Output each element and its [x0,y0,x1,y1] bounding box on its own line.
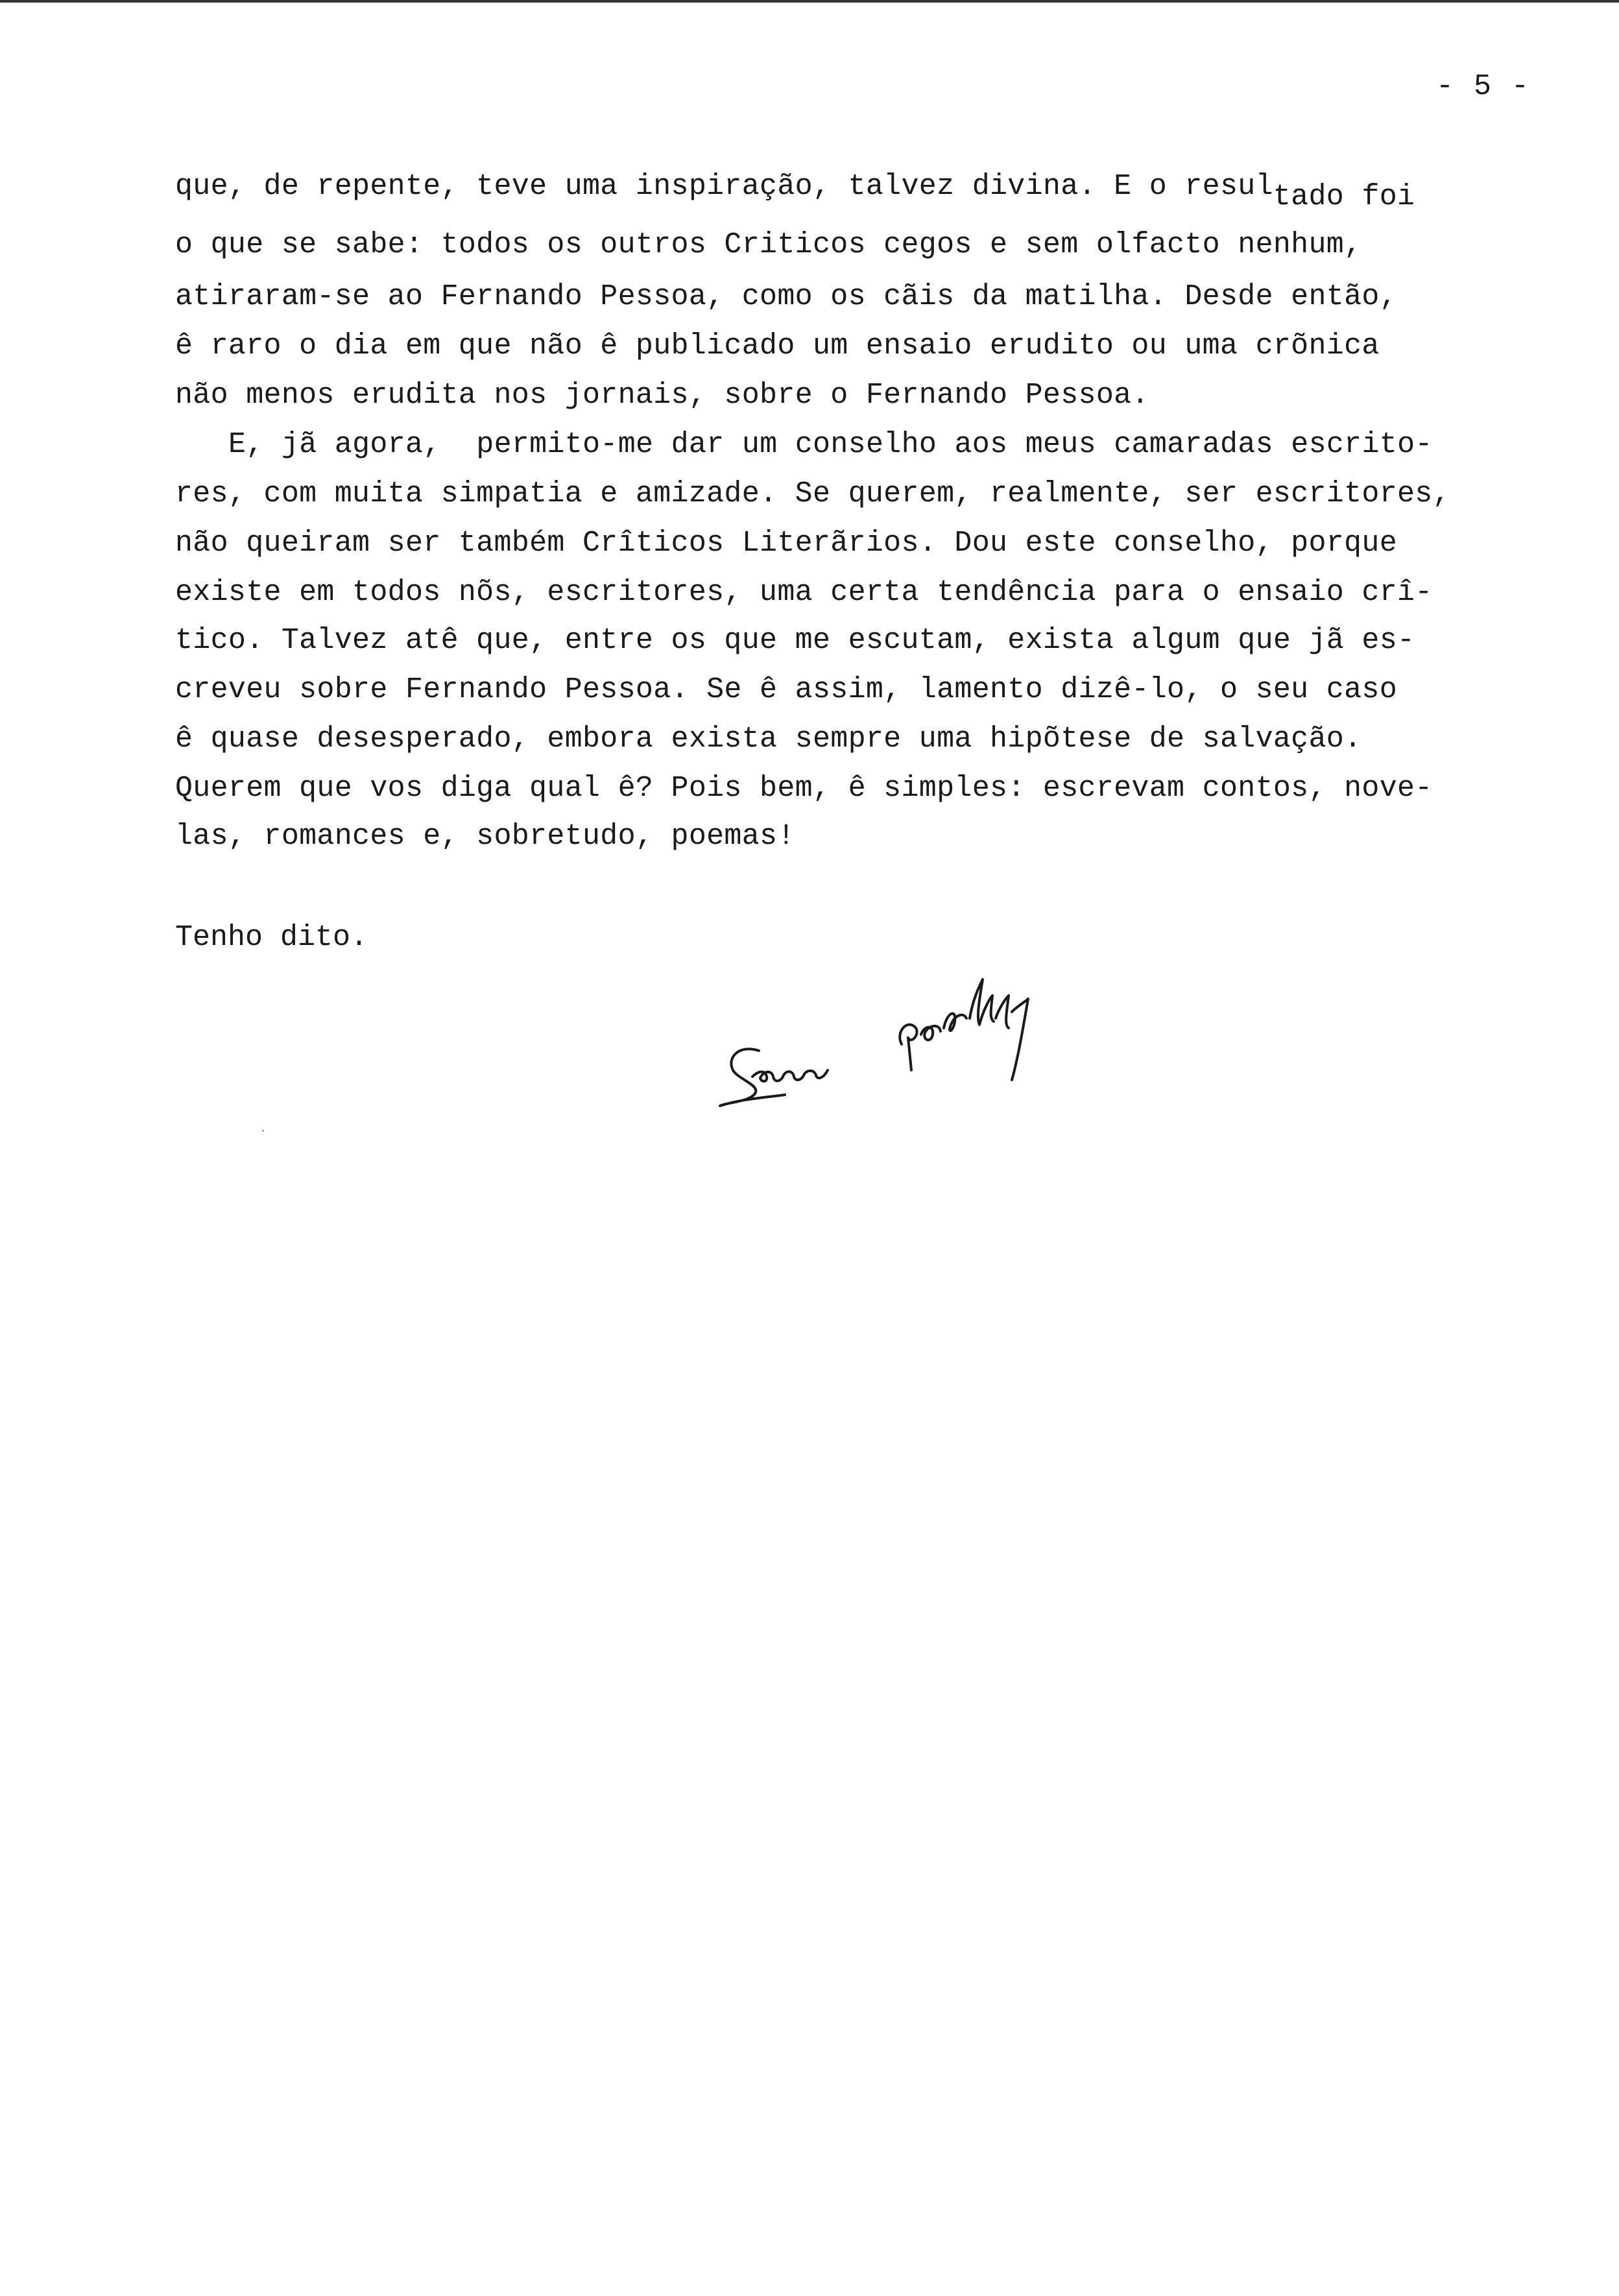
text-line: existe em todos nõs, escritores, uma certa tendência para o ensaio crî- [175,576,1433,609]
page-number: - 5 - [1436,70,1531,103]
text-line: ê raro o dia em que não ê publicado um ensaio erudito ou uma crõnica [175,329,1380,363]
text-line: Querem que vos diga qual ê? Pois bem, ê simples: escrevam contos, nove- [175,772,1433,805]
text-segment-subscript: tado [1273,180,1345,213]
text-line [175,167,1415,213]
text-line: ê quase desesperado, embora exista sempre uma hipõtese de salvação. [175,723,1362,756]
top-edge-rule [0,0,1619,3]
closing-line: Tenho dito. [175,921,368,954]
text-line: não queiram ser também Crîticos Literãrios. Dou este conselho, porque [175,527,1398,560]
text-line: las, romances e, sobretudo, poemas! [175,820,795,853]
text-line: E, jã agora, permito-me dar um conselho aos meus camaradas escrito- [228,428,1433,461]
text-segment: foi [1344,180,1415,213]
handwritten-signature [714,973,1116,1122]
text-line: tico. Talvez atê que, entre os que me escutam, exista algum que jã es- [175,624,1415,657]
text-line: res, com muita simpatia e amizade. Se querem, realmente, ser escritores, [175,477,1450,510]
text-line: creveu sobre Fernando Pessoa. Se ê assim, lamento dizê-lo, o seu caso [175,673,1398,706]
text-line: não menos erudita nos jornais, sobre o Fernando Pessoa. [175,379,1149,412]
text-line: atiraram-se ao Fernando Pessoa, como os cãis da matilha. Desde então, [175,280,1398,313]
text-line: o que se sabe: todos os outros Criticos cegos e sem olfacto nenhum, [175,228,1362,261]
text-segment: que, de repente, teve uma inspiração, talvez divina. E o resul [175,170,1273,203]
paper-speck [262,1130,264,1132]
